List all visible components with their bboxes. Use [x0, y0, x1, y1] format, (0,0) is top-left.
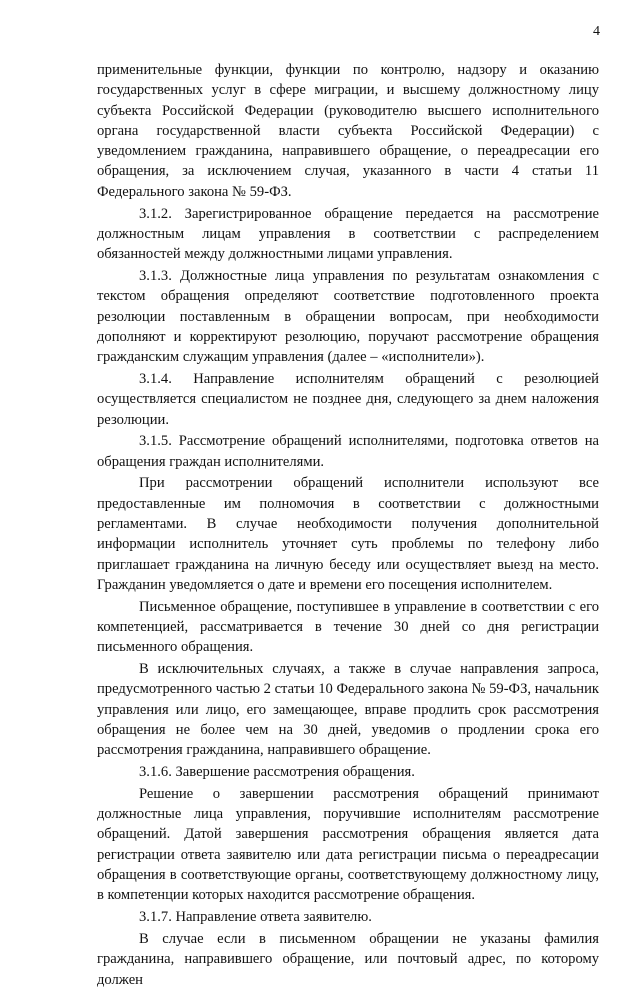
- paragraph-completion-decision: Решение о завершении рассмотрения обращений принимают должностные лица управления, поручившие исполнителям рассмотрение обращений. Датой завершения рассмотрения обращения является дата регистрации ответа заявителю или дата регистрации письма о переадресации обращения в соответствующие органы, соответствующему должностному лицу, в компетенции которых находится рассмотрение обращения.: [97, 785, 599, 904]
- paragraph-review-powers: При рассмотрении обращений исполнители используют все предоставленные им полномочия в соответствии с должностными регламентами. В случае необходимости получения дополнительной информации исполнитель уточняет суть проблемы по телефону либо приглашает гражданина на личную беседу или осуществляет выезд на место. Гражданин уведомляется о дате и времени его посещения исполнителем.: [97, 475, 599, 593]
- page-number: 4: [593, 24, 600, 39]
- paragraph-3-1-7: 3.1.7. Направление ответа заявителю.: [139, 909, 372, 926]
- paragraph-exceptional-cases: В исключительных случаях, а также в случае направления запроса, предусмотренного частью 2 статьи 10 Федерального закона № 59-ФЗ, начальник управления или лицо, его замещающее, вправе продлить срок рассмотрения обращения не более чем на 30 дней, уведомив о продлении срока его рассмотрения гражданина, направившего обращение.: [97, 661, 599, 759]
- paragraph-continuation: применительные функции, функции по контролю, надзору и оказанию государственных услуг в сфере миграции, и высшему должностному лицу субъекта Российской Федерации (руководителю высшего исполнительного органа государственной власти субъекта Российской Федерации) с уведомлением гражданина, направившего обращение, о переадресации его обращения, за исключением случая, указанного в части 4 статьи 11 Федерального закона № 59-ФЗ.: [97, 62, 599, 200]
- paragraph-3-1-5: 3.1.5. Рассмотрение обращений исполнителями, подготовка ответов на обращения граждан исполнителями.: [97, 433, 599, 470]
- paragraph-3-1-4: 3.1.4. Направление исполнителям обращений с резолюцией осуществляется специалистом не позднее дня, следующего за днем наложения резолюции.: [97, 370, 599, 428]
- paragraph-3-1-2: 3.1.2. Зарегистрированное обращение передается на рассмотрение должностным лицам управления в соответствии с распределением обязанностей между должностными лицами управления.: [97, 205, 599, 263]
- paragraph-review-term: Письменное обращение, поступившее в управление в соответствии с его компетенцией, рассматривается в течение 30 дней со дня регистрации письменного обращения.: [97, 598, 599, 656]
- paragraph-missing-details: В случае если в письменном обращении не указаны фамилия гражданина, направившего обращение, или почтовый адрес, по которому должен: [97, 930, 599, 988]
- paragraph-3-1-6: 3.1.6. Завершение рассмотрения обращения.: [139, 764, 415, 781]
- paragraph-3-1-3: 3.1.3. Должностные лица управления по результатам ознакомления с текстом обращения определяют соответствие подготовленного проекта резолюции поставленным в обращении вопросам, при необходимости дополняют и корректируют резолюцию, поручают рассмотрение обращения гражданским служащим управления (далее – «исполнители»).: [97, 267, 599, 366]
- document-body: [97, 60, 599, 991]
